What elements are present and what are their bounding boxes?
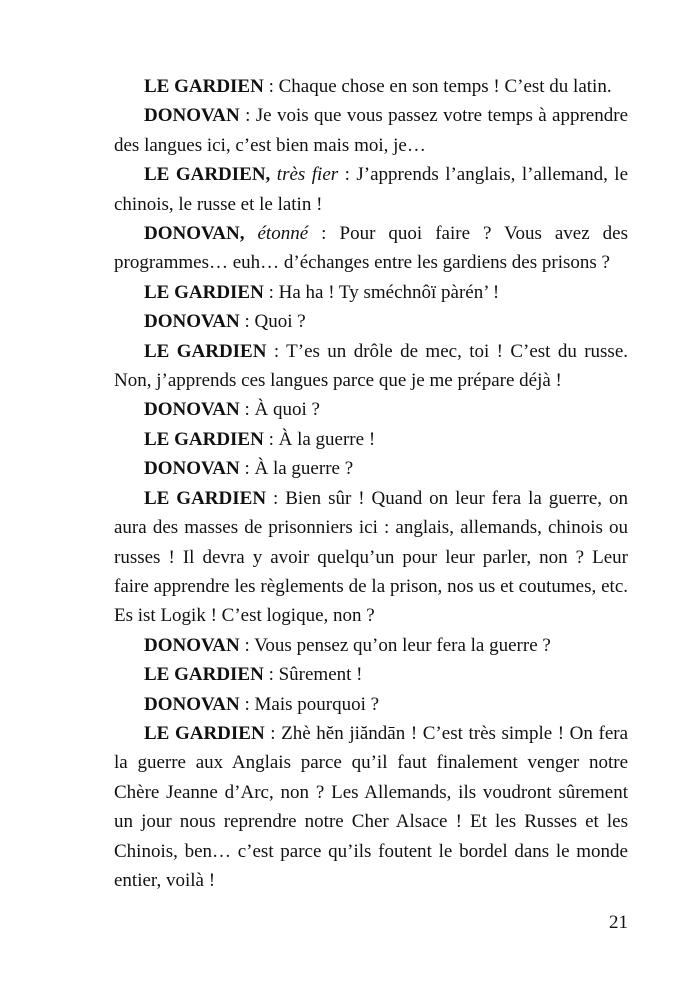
dialogue-line — [114, 484, 628, 631]
stage-direction: très fier — [276, 164, 339, 186]
speaker-separator: : — [239, 634, 255, 656]
dialogue-text: Sûrement ! — [278, 664, 363, 686]
speaker-name: LE GARDIEN — [144, 722, 265, 744]
dialogue-line — [114, 631, 628, 660]
dialogue-text: Vous pensez qu’on leur fera la guerre ? — [254, 634, 551, 656]
speaker-separator: : — [263, 76, 279, 97]
stage-direction: étonné — [257, 223, 309, 245]
speaker-name: DONOVAN — [144, 458, 240, 480]
dialogue-text: Bien sûr ! Quand on leur fera la guerre, on aura des masses de prisonniers ici : anglais, allemands, chinois ou russes ! Il devra y avoir quelqu’un pour leur parler, non ? Leur faire apprendre les règlements de la prison, nos us et coutumes, etc. Es ist Logik ! C’est logique, non ? — [114, 487, 629, 627]
dialogue-line — [114, 307, 628, 336]
speaker-name: LE GARDIEN — [144, 340, 267, 362]
dialogue-line — [114, 72, 628, 101]
speaker-separator: : — [239, 693, 255, 715]
speaker-name: DONOVAN, — [144, 223, 245, 245]
speaker-name: DONOVAN — [144, 311, 240, 333]
speaker-name: LE GARDIEN, — [144, 164, 271, 186]
speaker-separator: : — [239, 311, 255, 333]
dialogue-text: À quoi ? — [254, 399, 320, 421]
speaker-separator: : — [266, 340, 287, 362]
speaker-name: DONOVAN — [144, 399, 240, 421]
dialogue-line — [114, 160, 628, 219]
speaker-name: DONOVAN — [144, 105, 240, 127]
speaker-name: LE GARDIEN — [144, 76, 264, 97]
dialogue-line — [114, 395, 628, 424]
dialogue-text: Pour quoi faire ? Vous avez des programmes… euh… d’échanges entre les gardiens des prisons ? — [114, 223, 629, 274]
dialogue-text: Mais pourquoi ? — [254, 693, 380, 715]
dialogue-line — [114, 719, 628, 895]
dialogue-line — [114, 337, 628, 396]
speaker-separator: : — [263, 428, 279, 450]
speaker-name: DONOVAN — [144, 693, 240, 715]
dialogue-line — [114, 278, 628, 307]
speaker-name: LE GARDIEN — [144, 487, 267, 509]
dialogue-line — [114, 101, 628, 160]
dialogue-text: Zhè hĕn jiăndān ! C’est très simple ! On fera la guerre aux Anglais parce qu’il faut finalement venger notre Chère Jeanne d’Arc, non ? Les Allemands, ils voudront sûrement un jour nous reprendre notre Cher Alsace ! Et les Russes et les Chinois, ben… c’est parce qu’ils foutent le bordel dans le monde entier, voilà ! — [114, 722, 629, 891]
dialogue-line — [114, 690, 628, 719]
speaker-separator: : — [263, 281, 279, 303]
play-dialogue — [114, 72, 628, 895]
speaker-separator: : — [308, 223, 340, 245]
dialogue-line — [114, 660, 628, 689]
speaker-separator: : — [239, 458, 255, 480]
speaker-separator: : — [266, 487, 286, 509]
speaker-separator: : — [239, 399, 255, 421]
dialogue-text: Je vois que vous passez votre temps à apprendre des langues ici, c’est bien mais moi, je… — [114, 105, 629, 156]
dialogue-text: Quoi ? — [254, 311, 306, 333]
speaker-name: DONOVAN — [144, 634, 240, 656]
dialogue-text: Ha ha ! Ty sméchnôï pàrén’ ! — [278, 281, 500, 303]
speaker-separator: : — [263, 664, 279, 686]
speaker-name: LE GARDIEN — [144, 281, 264, 303]
dialogue-line — [114, 219, 628, 278]
speaker-separator: : — [338, 164, 357, 186]
speaker-separator: : — [239, 105, 256, 127]
page-number: 21 — [609, 912, 628, 933]
dialogue-line — [114, 454, 628, 483]
dialogue-text: T’es un drôle de mec, toi ! C’est du russe. Non, j’apprends ces langues parce que je me prépare déjà ! — [114, 340, 629, 392]
speaker-name: LE GARDIEN — [144, 428, 264, 450]
dialogue-text: À la guerre ! — [278, 428, 376, 450]
dialogue-text: À la guerre ? — [254, 458, 354, 480]
speaker-name: LE GARDIEN — [144, 664, 264, 686]
dialogue-line — [114, 425, 628, 454]
dialogue-text: J’apprends l’anglais, l’allemand, le chinois, le russe et le latin ! — [114, 164, 629, 215]
speaker-separator: : — [264, 722, 282, 744]
dialogue-text: Chaque chose en son temps ! C’est du latin. — [278, 76, 612, 97]
